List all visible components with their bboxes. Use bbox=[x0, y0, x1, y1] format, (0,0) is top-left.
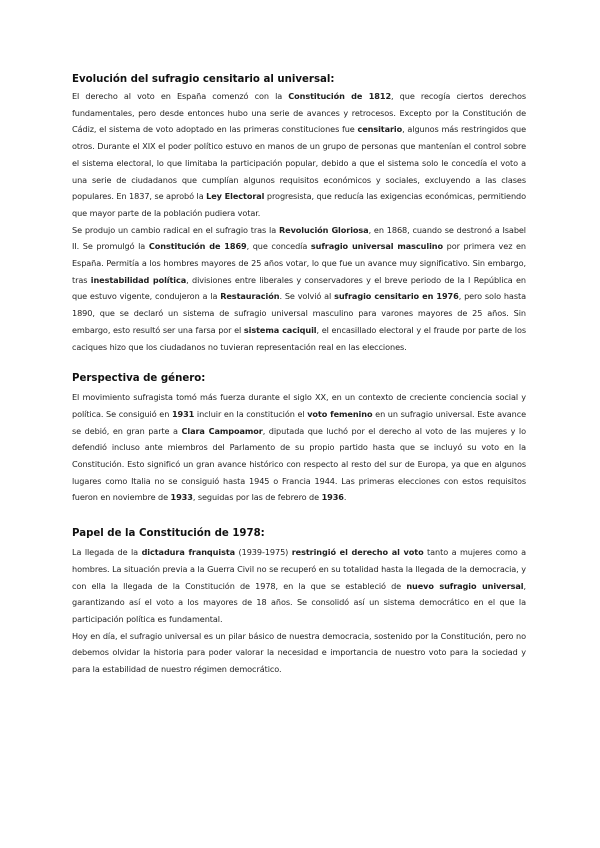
emphasis-text: Constitución de 1812 bbox=[288, 91, 392, 101]
paragraph: Se produjo un cambio radical en el sufragio tras la Revolución Gloriosa, en 1868, cuando se destronó a Isabel II. Se promulgó la Constitución de 1869, que concedía sufragio universal masculino por primera vez en España. Permitía a los hombres mayores de 25 años votar, lo que fue un avance muy significativo. Sin embargo, tras inestabilidad política, divisiones entre liberales y conservadores y el breve periodo de la I República en que estuvo vigente, condujeron a la Restauración. Se volvió al sufragio censitario en 1976, pero solo hasta 1890, que se declaró un sistema de sufragio universal masculino para varones mayores de 25 años. Sin embargo, esto resultó ser una farsa por el sistema caciquil, el encasillado electoral y el fraude por parte de los caciques hizo que los ciudadanos no tuvieran representación real en las elecciones. bbox=[72, 224, 527, 352]
emphasis-text: Revolución Gloriosa bbox=[278, 224, 369, 235]
emphasis-text: voto femenino bbox=[307, 408, 373, 419]
emphasis-text: Constitución de 1869 bbox=[148, 241, 247, 252]
emphasis-text: sufragio universal masculino bbox=[310, 241, 443, 252]
emphasis-text: restringió el derecho al voto bbox=[291, 547, 424, 558]
emphasis-text: censitario bbox=[357, 124, 403, 135]
emphasis-text: 1936 bbox=[321, 492, 344, 503]
paragraph: El derecho al voto en España comenzó con la Constitución de 1812, que recogía ciertos derechos fundamentales, pero desde entonces hubo una serie de avances y retrocesos. Excepto por la Constitución de Cádiz, el sistema de voto adoptado en las primeras constituciones fue censitario, algunos más restringidos que otros. Durante el XIX el poder político estuvo en manos de un grupo de personas que mantenían el control sobre el sistema electoral, lo que limitaba la participación popular, debido a que el sistema solo le concedía el voto a una serie de ciudadanos que cumplían algunos requisitos económicos y sociales, excluyendo a las clases populares. En 1837, se aprobó la Ley Electoral progresista, que reducía las exigencias económicas, permitiendo que mayor parte de la población pudiera votar. bbox=[72, 91, 526, 218]
emphasis-text: 1933 bbox=[170, 492, 193, 503]
paragraph: La llegada de la dictadura franquista (1939-1975) restringió el derecho al voto tanto a mujeres como a hombres. La situación previa a la Guerra Civil no se recuperó en su totalidad hasta la llegada de la democracia, y con ella la llegada de la Constitución de 1978, en la que se estableció de nuevo sufragio universal, garantizando así el voto a los mayores de 18 años. Se consolidó así un sistema democrático en el que la participación política es fundamental. bbox=[72, 547, 527, 624]
emphasis-text: inestabilidad política bbox=[90, 274, 187, 285]
emphasis-text: Ley Electoral bbox=[206, 191, 265, 202]
section-title-constitucion-1978: Papel de la Constitución de 1978: bbox=[72, 528, 265, 540]
emphasis-text: nuevo sufragio universal bbox=[406, 580, 524, 591]
emphasis-text: sufragio censitario en 1976 bbox=[334, 291, 459, 302]
paragraph: El movimiento sufragista tomó más fuerza durante el siglo XX, en un contexto de creciente conciencia social y política. Se consiguió en 1931 incluir en la constitución el voto femenino en un sufragio universal. Este avance se debió, en gran parte a Clara Campoamor, diputada que luchó por el derecho al voto de las mujeres y lo defendió incluso ante miembros del Parlamento de su propio partido hasta que se incluyó su voto en la Constitución. Esto significó un gran avance histórico con respecto al resto del sur de Europa, ya que en algunos lugares como Italia no se consiguió hasta 1945 o Francia 1944. Las primeras elecciones con estos requisitos fueron en noviembre de 1933, seguidas por las de febrero de 1936. bbox=[72, 392, 527, 503]
emphasis-text: Restauración bbox=[220, 291, 280, 302]
paragraph: Hoy en día, el sufragio universal es un pilar básico de nuestra democracia, sostenido por la Constitución, pero no debemos olvidar la historia para poder valorar la necesidad e importancia de nuestro voto para la sociedad y para la estabilidad de nuestro régimen democrático. bbox=[72, 630, 526, 675]
section-title-sufragio: Evolución del sufragio censitario al universal: bbox=[72, 74, 335, 85]
emphasis-text: dictadura franquista bbox=[141, 547, 236, 558]
emphasis-text: sistema caciquil bbox=[243, 324, 317, 335]
emphasis-text: 1931 bbox=[171, 408, 195, 419]
emphasis-text: Clara Campoamor bbox=[181, 425, 263, 436]
section-title-genero: Perspectiva de género: bbox=[72, 373, 206, 385]
document-body bbox=[72, 73, 526, 678]
